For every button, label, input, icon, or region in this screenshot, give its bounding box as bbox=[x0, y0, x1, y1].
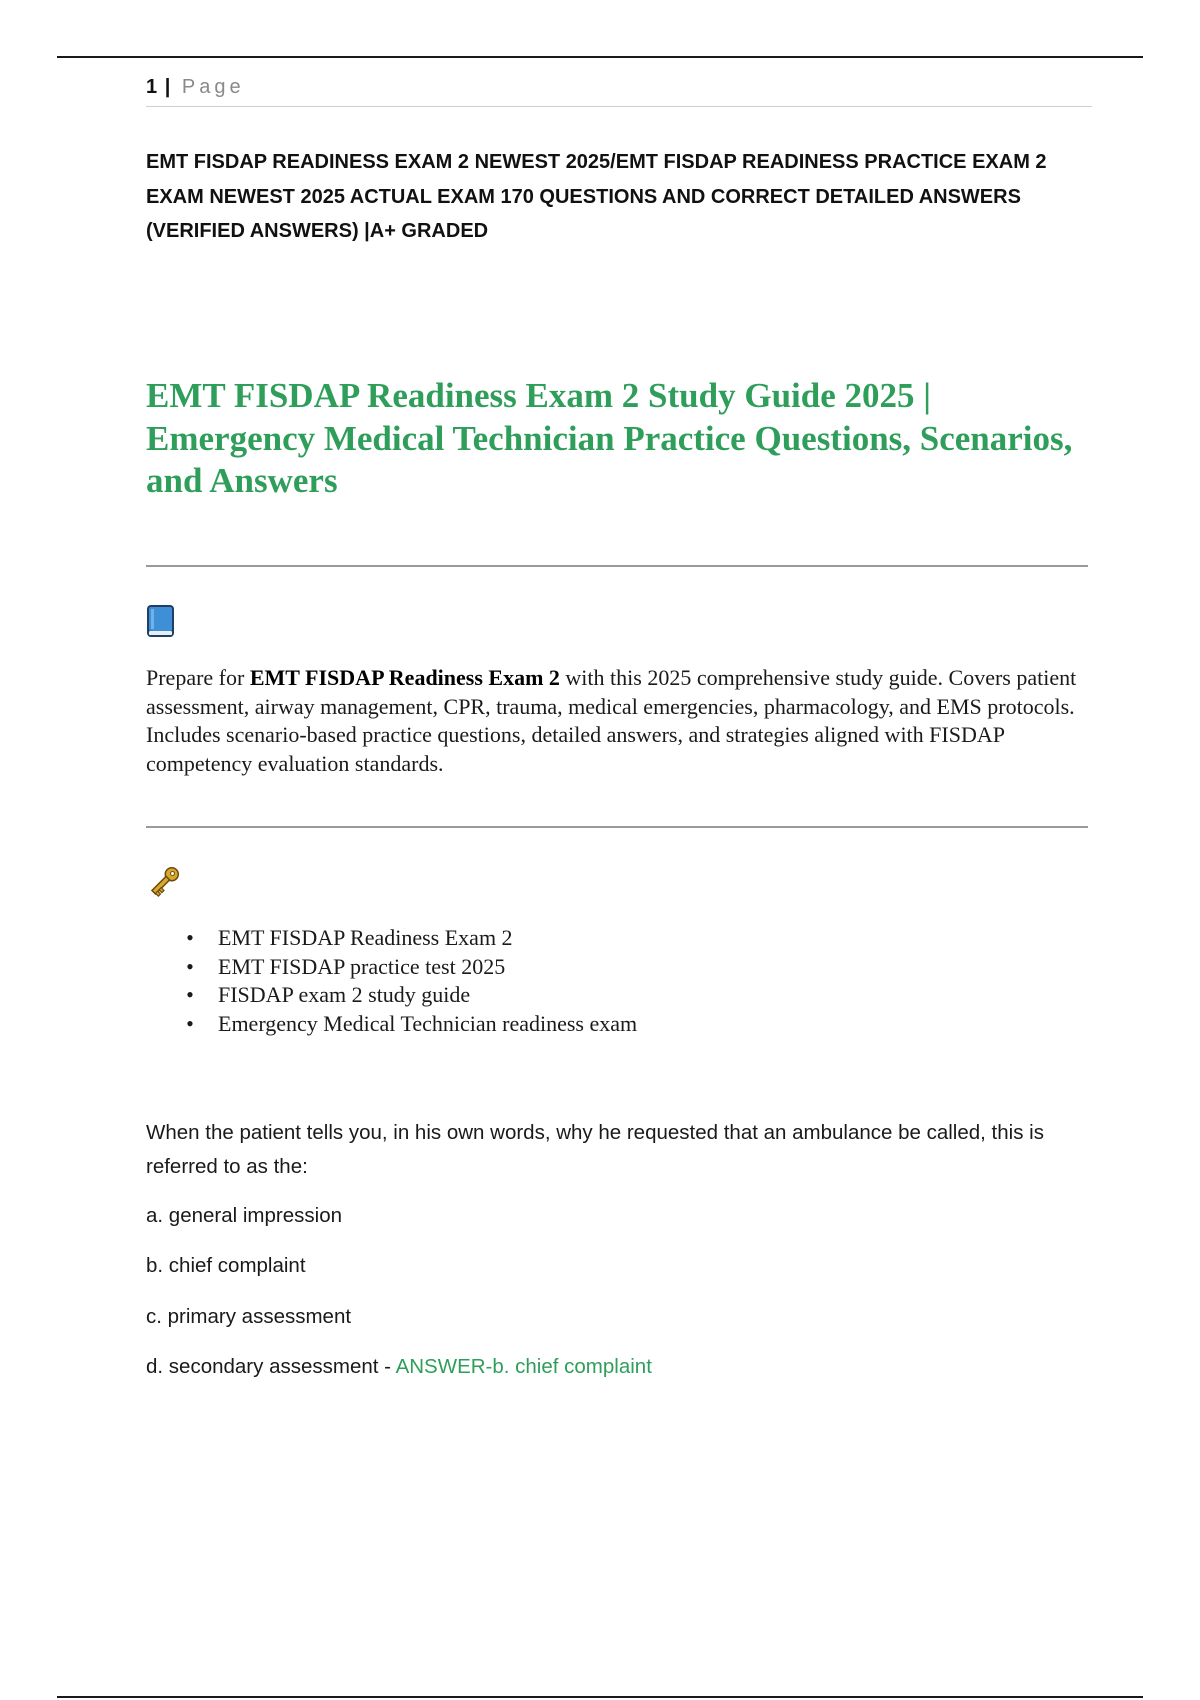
list-item bbox=[146, 981, 1046, 1010]
study-guide-heading: EMT FISDAP Readiness Exam 2 Study Guide 2025 | Emergency Medical Technician Practice Questions, Scenarios, and Answers bbox=[146, 376, 1073, 500]
correct-answer: ANSWER-b. chief complaint bbox=[395, 1355, 652, 1378]
keyword-text: FISDAP exam 2 study guide bbox=[218, 982, 471, 1007]
bullet: • bbox=[186, 1010, 194, 1036]
list-item bbox=[146, 1010, 1046, 1039]
answer-option-b: b. chief complaint bbox=[146, 1254, 306, 1277]
keyword-text: EMT FISDAP Readiness Exam 2 bbox=[218, 925, 513, 950]
bullet: • bbox=[186, 953, 194, 979]
key-icon bbox=[146, 864, 182, 900]
page-separator: | bbox=[164, 76, 171, 98]
intro-lead: Prepare for bbox=[146, 665, 250, 690]
top-rule bbox=[57, 56, 1143, 58]
book-icon bbox=[146, 604, 176, 638]
keyword-list bbox=[146, 924, 1046, 1038]
intro-paragraph bbox=[146, 664, 1096, 778]
list-item bbox=[146, 924, 1046, 953]
option-d-text: d. secondary assessment - bbox=[146, 1355, 391, 1378]
bullet: • bbox=[186, 982, 194, 1007]
page-label: Page bbox=[181, 76, 245, 98]
document-title: EMT FISDAP READINESS EXAM 2 NEWEST 2025/EMT FISDAP READINESS PRACTICE EXAM 2 EXAM NEWEST 2025 ACTUAL EXAM 170 QUESTIONS AND CORRECT DETAILED ANSWERS (VERIFIED ANSWERS) |A+ GRADED bbox=[146, 151, 1047, 242]
divider bbox=[146, 826, 1088, 828]
answer-option-a: a. general impression bbox=[146, 1204, 342, 1227]
intro-exam-name: EMT FISDAP Readiness Exam 2 bbox=[249, 665, 560, 690]
page-number: 1 bbox=[146, 76, 158, 98]
keyword-text: EMT FISDAP practice test 2025 bbox=[218, 953, 506, 979]
intro-rest: with this 2025 comprehensive study guide. Covers patient assessment, airway management, CPR, trauma, medical emergencies, pharmacology, and EMS protocols. Includes scenario-based practice questions, detailed answers, and strategies aligned with FISDAP competency evaluation standards. bbox=[146, 665, 1077, 776]
page-header bbox=[146, 74, 1092, 107]
answer-option-d bbox=[146, 1352, 1096, 1382]
keyword-text: Emergency Medical Technician readiness exam bbox=[218, 1010, 638, 1036]
bottom-rule bbox=[57, 1696, 1143, 1698]
bullet: • bbox=[186, 925, 194, 950]
question-stem: When the patient tells you, in his own words, why he requested that an ambulance be called, this is referred to as the: bbox=[146, 1121, 1044, 1178]
divider bbox=[146, 565, 1088, 567]
answer-option-c: c. primary assessment bbox=[146, 1305, 352, 1328]
list-item bbox=[146, 953, 1046, 982]
